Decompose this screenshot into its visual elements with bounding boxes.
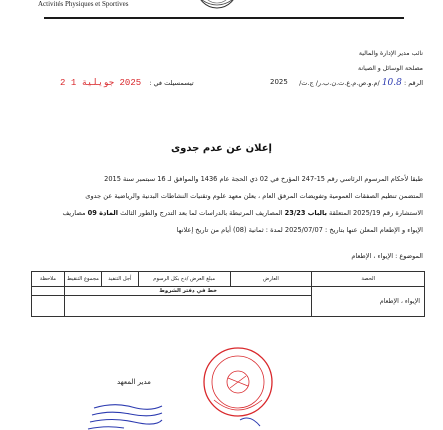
- body-line-3-b: المصاريف المرتبطة بالدراسات لما بعد التدرج والطور الثالث: [118, 209, 285, 217]
- body-line-3: [62, 209, 423, 217]
- table-header-row: [32, 272, 425, 287]
- remark-cell: [32, 287, 65, 296]
- empty-remark-cell: [32, 296, 65, 317]
- col-header-bidder: العارض: [230, 272, 312, 287]
- col-header-lot: الحصة: [312, 272, 425, 287]
- reference-year: 2025: [270, 78, 288, 86]
- reference-row: [60, 74, 423, 98]
- header-divider: [44, 17, 404, 19]
- col-header-amount: مبلغ العرض /دج بكل الرسوم: [138, 272, 230, 287]
- body-line-3-chapter: بالباب 23/23: [284, 209, 327, 217]
- reference-suffix: /م.و.ص.م.ع.ت.ن.ب.ر/ ج.ت/: [299, 79, 380, 87]
- reference-number: [299, 78, 423, 88]
- body-line-1: طبقا لأحكام المرسوم الرئاسي رقم 15-247 المؤرخ في 02 ذي الحجة عام 1436 والموافق لـ 16 سبتمبر سنة 2015: [104, 175, 423, 183]
- body-line-3-a: الاستشارة رقم 2025/19 المتعلقة: [326, 209, 423, 217]
- issue-date: [60, 78, 194, 88]
- col-header-note: ملاحظة: [32, 272, 65, 287]
- issue-date-stamp: 2025 جويلية 1 2: [60, 78, 142, 88]
- body-line-4: الإيواء و الإطعام المعلن عنها بتاريخ : 2025/07/07 لمدة : ثمانية (08) أيام من تاريخ إعلانها: [176, 226, 423, 234]
- note-cell: خط في دفتر الشروط: [64, 287, 311, 296]
- subject-line: الموضوع : الإيواء ، الإطعام: [351, 252, 423, 260]
- body-line-3-article: المادة 09: [87, 209, 119, 217]
- page-title: إعلان عن عدم جدوى: [171, 143, 272, 154]
- signature-stamp-icon: [84, 400, 164, 430]
- col-header-score: مجموع التنقيط: [64, 272, 101, 287]
- lot-cell: الإيواء ، الإطعام: [312, 287, 425, 317]
- table-row: [32, 287, 425, 296]
- official-round-stamp-icon: [200, 344, 278, 430]
- institution-seal-icon: [192, 0, 242, 10]
- reference-handwritten-number: 10.8: [381, 78, 402, 88]
- issue-date-label: تيسمسيلت في :: [149, 79, 194, 87]
- body-line-3-c: مصاريف: [62, 209, 88, 217]
- institution-name-fr: Activités Physiques et Sportives: [38, 0, 129, 8]
- results-table: [31, 271, 425, 317]
- col-header-deadline: أجل التنفيذ: [101, 272, 138, 287]
- body-line-2: المتضمن تنظيم الصفقات العمومية وتفويضات المرفق العام ، يعلن معهد علوم وتقنيات النشاطات البدنية والرياضية عن جدوى: [85, 192, 423, 200]
- director-title: مدير المعهد: [117, 378, 151, 386]
- admin-line-1: نائب مدير الإدارة والمالية: [358, 50, 423, 57]
- reference-prefix: الرقم :: [403, 79, 423, 87]
- admin-line-2: مصلحة الوسائل و الصيانة: [358, 65, 423, 72]
- empty-cell: [64, 296, 311, 317]
